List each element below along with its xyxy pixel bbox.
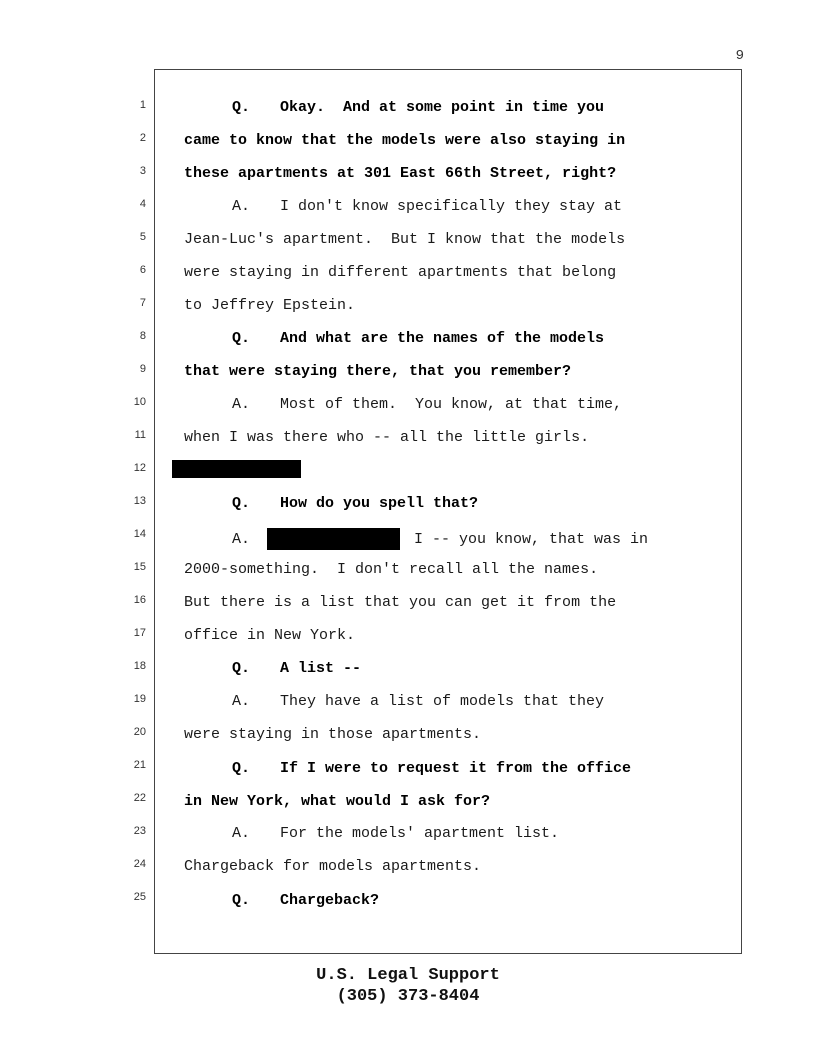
answer-text: I -- you know, that was in [414,530,649,548]
question-text: A list -- [280,660,362,677]
transcript-line-24: Chargeback for models apartments. [184,858,482,875]
transcript-line-13 [232,495,478,513]
answer-text: Most of them. You know, at that time, [280,396,623,413]
redaction-bar [267,528,400,550]
line-number: 17 [133,627,146,639]
transcript-line-20: were staying in those apartments. [184,726,482,743]
transcript-line-8 [232,330,604,348]
transcript-line-21 [232,760,631,778]
answer-text: For the models' apartment list. [280,825,560,842]
answer-marker: A. [232,693,251,710]
question-text: Chargeback? [280,892,380,909]
question-text: And what are the names of the models [280,330,605,347]
transcript-line-15: 2000-something. I don't recall all the names. [184,561,599,578]
line-number: 18 [133,660,146,672]
footer-phone: (305) 373-8404 [336,987,480,1006]
answer-marker: A. [232,396,251,413]
question-text: If I were to request it from the office [280,760,632,777]
transcript-line-4 [232,198,622,216]
line-number: 22 [133,792,146,804]
redaction-bar [172,460,301,478]
line-number: 2 [139,132,146,144]
answer-marker: A. [232,198,251,215]
line-number: 4 [139,198,146,210]
question-text: How do you spell that? [280,495,479,512]
line-number: 3 [139,165,146,177]
line-number: 11 [134,429,146,441]
footer-company: U.S. Legal Support [316,966,500,985]
transcript-line-11: when I was there who -- all the little girls. [184,429,590,446]
line-number: 1 [139,99,146,111]
transcript-line-7: to Jeffrey Epstein. [184,297,356,314]
question-marker: Q. [232,99,251,116]
question-text: Okay. And at some point in time you [280,99,605,116]
answer-marker: A. [232,530,251,548]
transcript-line-6: were staying in different apartments that belong [184,264,617,281]
transcript-line-5: Jean-Luc's apartment. But I know that the models [184,231,626,248]
transcript-line-16: But there is a list that you can get it from the [184,594,617,611]
line-number: 10 [133,396,146,408]
transcript-line-17: office in New York. [184,627,356,644]
line-number: 14 [133,528,146,540]
line-number: 8 [139,330,146,342]
answer-text: They have a list of models that they [280,693,605,710]
line-number: 25 [133,891,146,903]
transcript-line-19 [232,693,604,711]
line-number: 19 [133,693,146,705]
transcript-line-3: these apartments at 301 East 66th Street, right? [184,165,617,182]
answer-marker: A. [232,825,251,842]
transcript-line-23 [232,825,559,843]
line-number: 16 [133,594,146,606]
line-number: 6 [139,264,146,276]
answer-text: I don't know specifically they stay at [280,198,623,215]
question-marker: Q. [232,660,251,677]
transcript-line-1 [232,99,604,117]
transcript-line-10 [232,396,622,414]
transcript-line-25 [232,892,379,910]
question-marker: Q. [232,495,251,512]
transcript-line-22: in New York, what would I ask for? [184,793,491,810]
line-number: 5 [139,231,146,243]
page-number: 9 [735,48,744,64]
line-number: 24 [133,858,146,870]
transcript-line-18 [232,660,361,678]
transcript-line-9: that were staying there, that you remember? [184,363,572,380]
question-marker: Q. [232,760,251,777]
line-number: 7 [139,297,146,309]
line-number: 13 [133,495,146,507]
transcript-line-2: came to know that the models were also staying in [184,132,626,149]
line-number: 9 [139,363,146,375]
line-number: 23 [133,825,146,837]
line-number: 21 [133,759,146,771]
transcript-line-14 [232,528,648,550]
question-marker: Q. [232,330,251,347]
line-number: 15 [133,561,146,573]
line-number: 12 [133,462,146,474]
line-number: 20 [133,726,146,738]
question-marker: Q. [232,892,251,909]
